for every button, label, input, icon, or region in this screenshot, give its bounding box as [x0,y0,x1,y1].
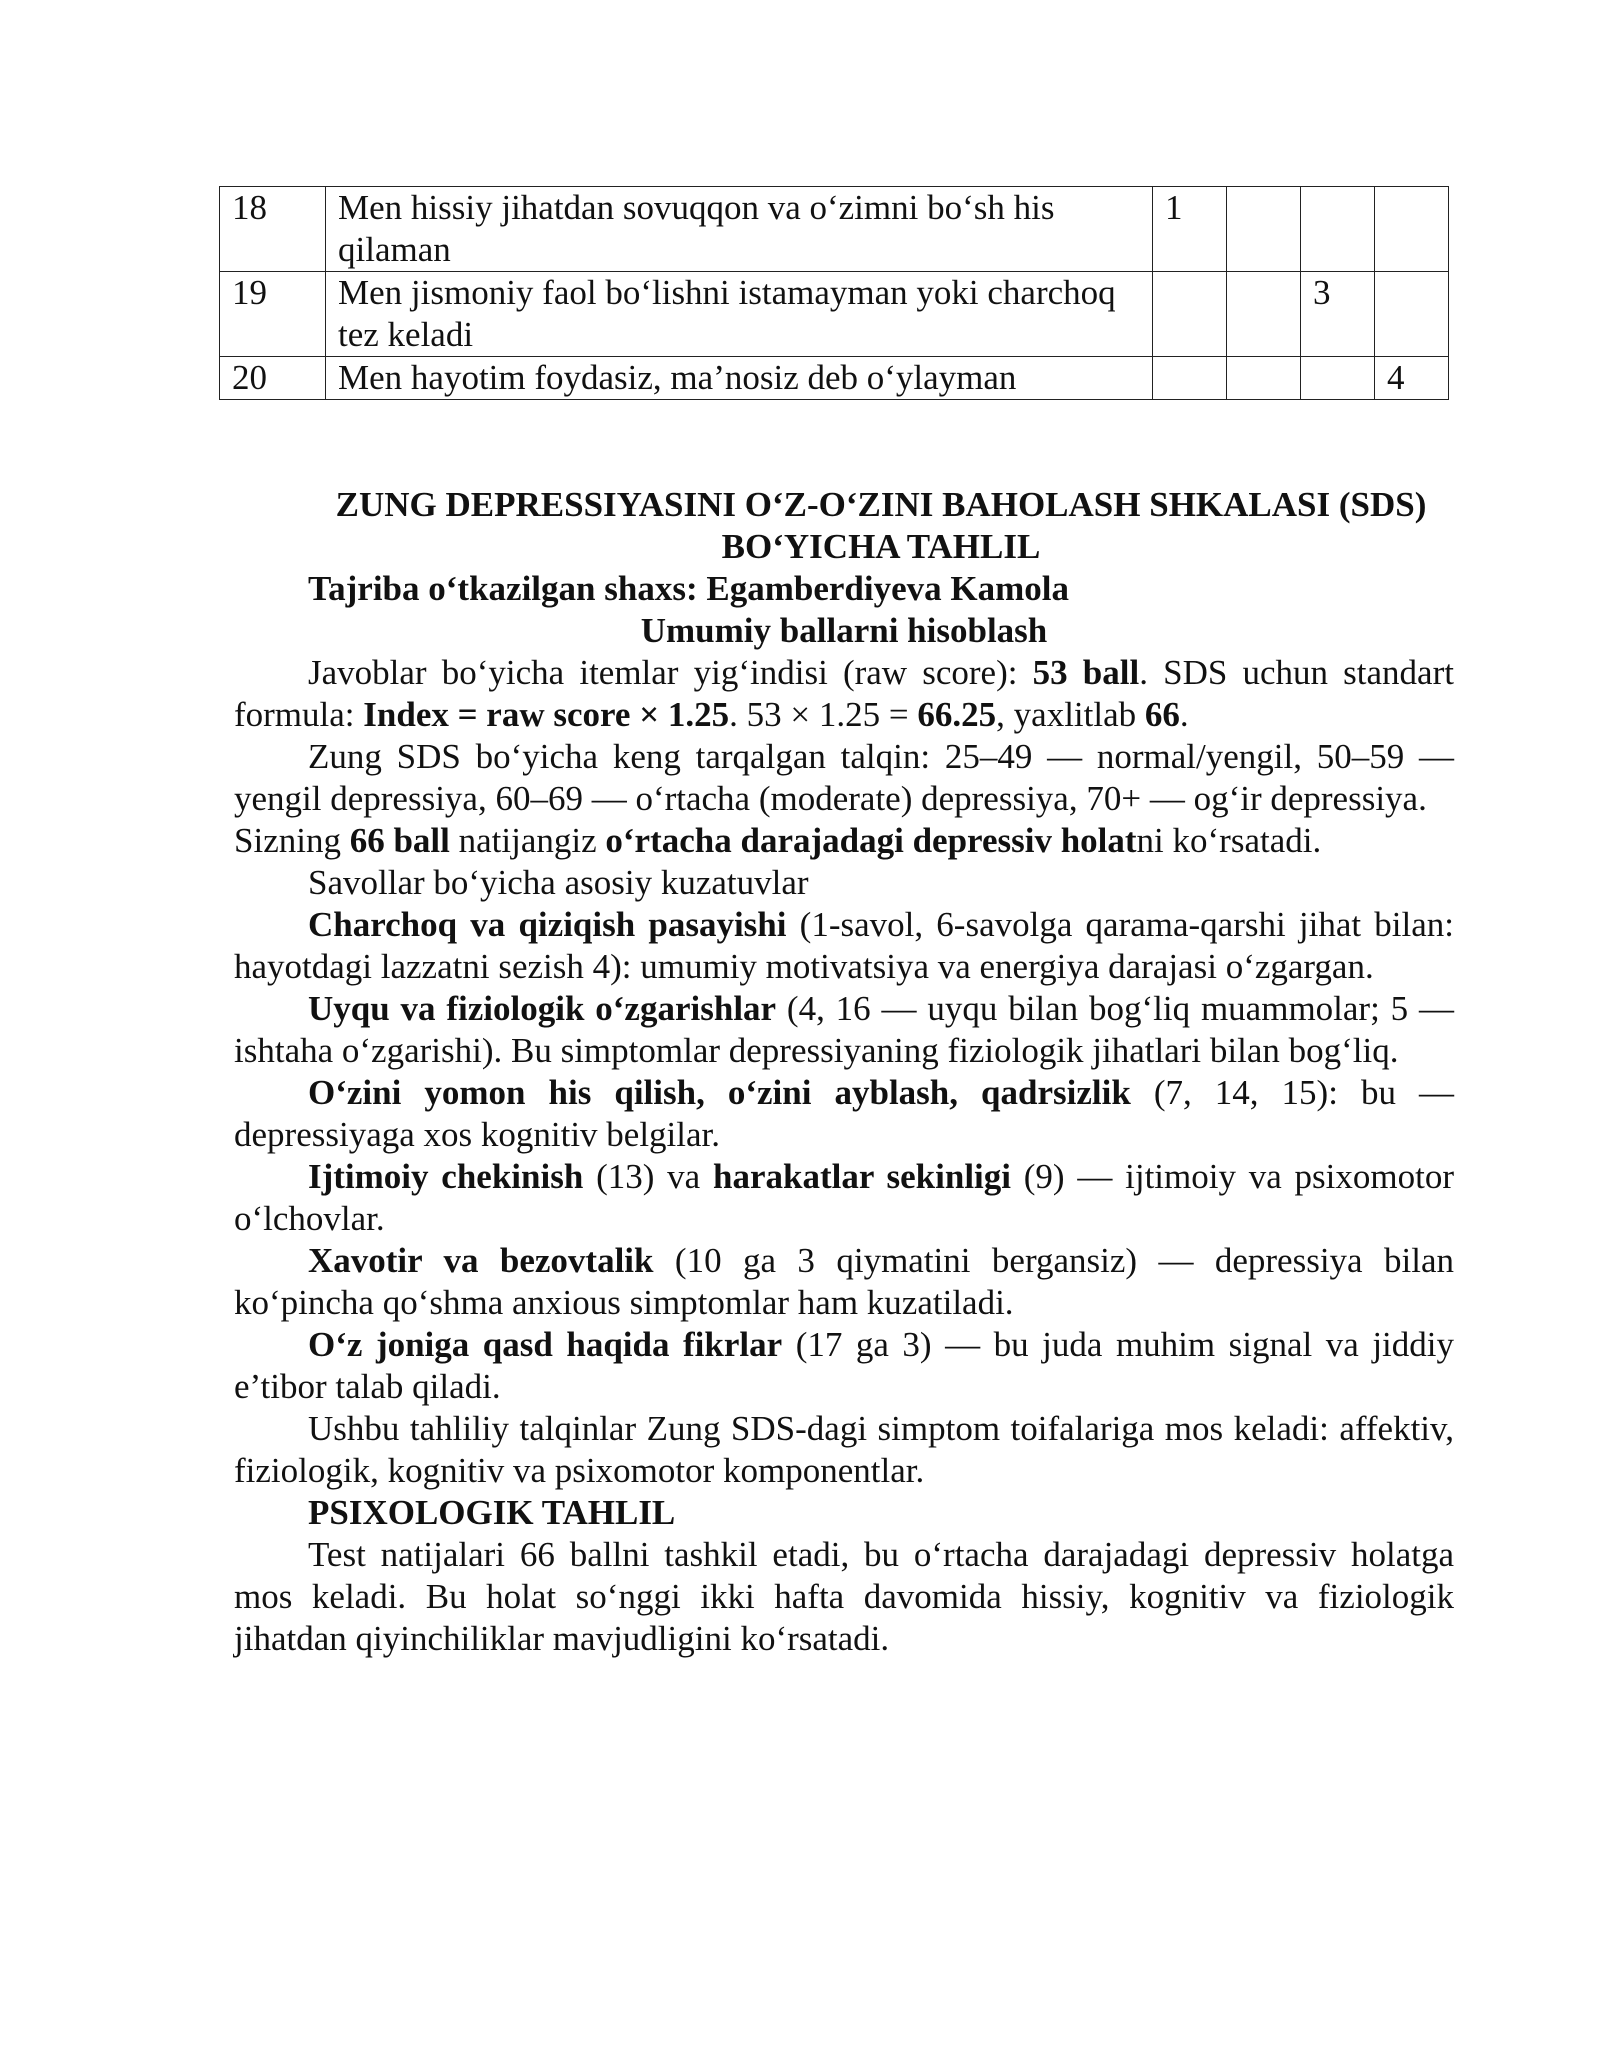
score-table [219,186,1449,400]
score-cell: 3 [1301,272,1375,357]
table-row [220,272,1449,357]
score-cell [1301,187,1375,272]
analysis-paragraph: Test natijalari 66 ballni tashkil etadi, bu o‘rtacha darajadagi depressiv holatga mos keladi. Bu holat so‘nggi ikki hafta davomida hissiy, kognitiv va fiziologik jihatdan qiyinchiliklar mavjudligini ko‘rsatadi. [234,1535,1454,1658]
observation-paragraph: Uyqu va fiziologik o‘zgarishlar (4, 16 — uyqu bilan bog‘liq muammolar; 5 — ishtaha o‘zgarishi). Bu simptomlar depressiyaning fiziologik jihatlari bilan bog‘liq. [234,989,1454,1070]
observation-paragraph: Charchoq va qiziqish pasayishi (1-savol, 6-savolga qarama-qarshi jihat bilan: hayotdagi lazzatni sezish 4): umumiy motivatsiya va energiya darajasi o‘zgargan. [234,905,1454,986]
score-cell [1227,272,1301,357]
score-paragraph: Javoblar bo‘yicha itemlar yig‘indisi (raw score): 53 ball. SDS uchun standart formula: Index = raw score × 1.25. 53 × 1.25 = 66.25, yaxlitlab 66. [234,653,1454,734]
score-cell: 4 [1375,357,1449,400]
table-row [220,187,1449,272]
observation-paragraph: Ijtimoiy chekinish (13) va harakatlar sekinligi (9) — ijtimoiy va psixomotor o‘lchovlar. [234,1157,1454,1238]
score-cell [1227,357,1301,400]
score-cell [1153,357,1227,400]
item-text: Men jismoniy faol bo‘lishni istamayman yoki charchoq tez keladi [326,272,1153,357]
item-number: 20 [220,357,326,400]
interpretation-paragraph: Zung SDS bo‘yicha keng tarqalgan talqin: 25–49 — normal/yengil, 50–59 — yengil depressiya, 60–69 — o‘rtacha (moderate) depressiya, 70+ — og‘ir depressiya. [234,737,1454,818]
item-text: Men hissiy jihatdan sovuqqon va o‘zimni bo‘sh his qilaman [326,187,1153,272]
section-heading: PSIXOLOGIK TAHLIL [308,1493,676,1532]
observation-paragraph: O‘z joniga qasd haqida fikrlar (17 ga 3) — bu juda muhim signal va jiddiy e’tibor talab qiladi. [234,1325,1454,1406]
section-subtitle [234,610,1454,652]
item-number: 18 [220,187,326,272]
score-cell: 1 [1153,187,1227,272]
result-paragraph: Sizning 66 ball natijangiz o‘rtacha darajadagi depressiv holatni ko‘rsatadi. [234,821,1322,860]
observation-paragraph: O‘zini yomon his qilish, o‘zini ayblash, qadrsizlik (7, 14, 15): bu — depressiyaga xos kognitiv belgilar. [234,1073,1454,1154]
score-cell [1301,357,1375,400]
score-cell [1375,187,1449,272]
section-subtitle-text: Umumiy ballarni hisoblash [640,611,1048,650]
document-body [234,484,1454,1660]
score-cell [1375,272,1449,357]
observation-paragraph: Xavotir va bezovtalik (10 ga 3 qiymatini bergansiz) — depressiya bilan ko‘pincha qo‘shma anxious simptomlar ham kuzatiladi. [234,1241,1454,1322]
score-cell [1153,272,1227,357]
item-number: 19 [220,272,326,357]
score-cell [1227,187,1301,272]
observations-heading: Savollar bo‘yicha asosiy kuzatuvlar [308,863,809,902]
subject-line: Tajriba o‘tkazilgan shaxs: Egamberdiyeva Kamola [308,569,1069,608]
document-title: ZUNG DEPRESSIYASINI O‘Z-O‘ZINI BAHOLASH SHKALASI (SDS) BO‘YICHA TAHLIL [335,485,1427,566]
table-row [220,357,1449,400]
summary-paragraph: Ushbu tahliliy talqinlar Zung SDS-dagi simptom toifalariga mos keladi: affektiv, fiziologik, kognitiv va psixomotor komponentlar. [234,1409,1454,1490]
item-text: Men hayotim foydasiz, ma’nosiz deb o‘ylayman [326,357,1153,400]
